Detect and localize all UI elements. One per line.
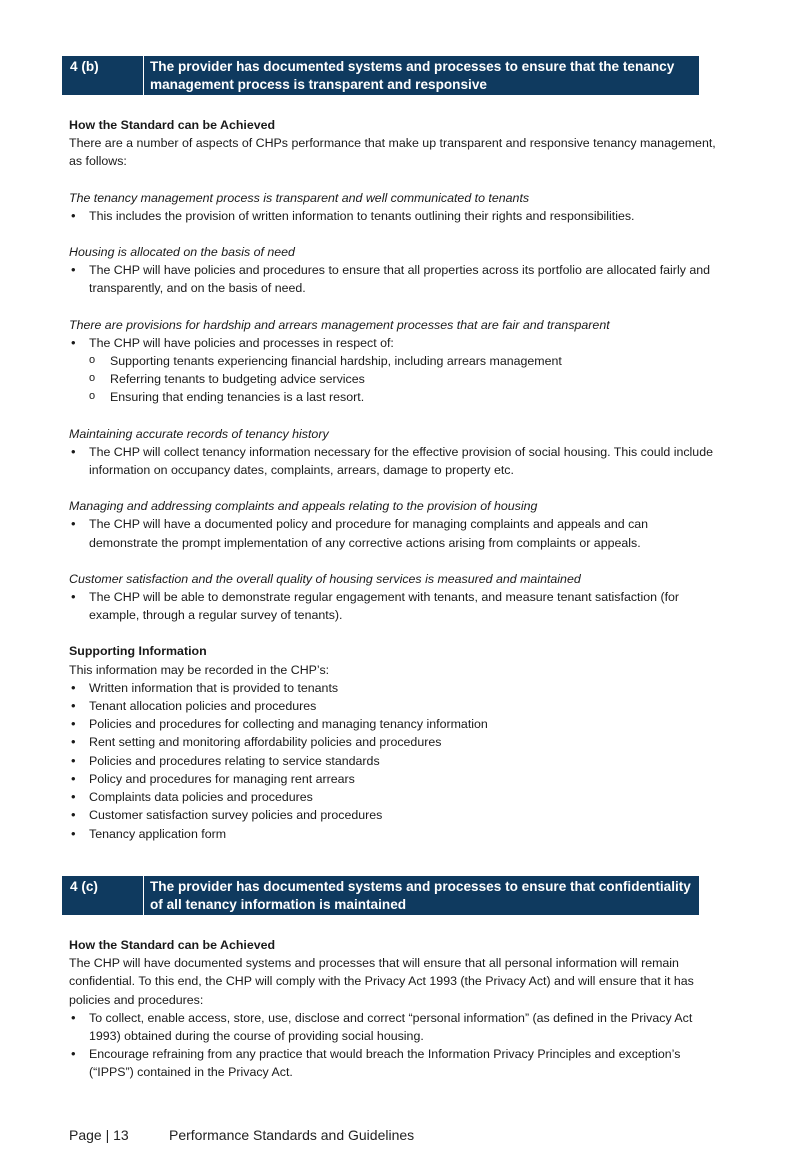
bullet-list [69,261,719,297]
section-4c-banner [62,876,699,915]
group-heading: Managing and addressing complaints and appeals relating to the provision of housing [69,499,538,514]
supporting-item: • Tenancy application form [69,825,719,843]
bullet-list [69,443,719,479]
section-4b-body [69,116,719,843]
supporting-item: • Customer satisfaction survey policies and procedures [69,806,719,824]
bullet-item: • The CHP will collect tenancy information necessary for the effective provision of social housing. This could include information on occupancy dates, complaints, arrears, damage to property etc. [69,443,719,479]
supporting-heading: Supporting Information [69,644,207,659]
sub-bullet-list [69,352,719,407]
bullet-list [69,334,719,352]
section-title: The provider has documented systems and processes to ensure that confidentiality of all tenancy information is maintained [150,879,691,912]
bullet-list [69,515,719,551]
supporting-item: • Tenant allocation policies and procedures [69,697,719,715]
section-4b-banner [62,56,699,95]
group-heading: There are provisions for hardship and arrears management processes that are fair and transparent [69,317,610,332]
section-number: 4 (c) [62,876,144,915]
sub-bullet-item: o Ensuring that ending tenancies is a last resort. [69,388,719,406]
sub-bullet-item: o Supporting tenants experiencing financial hardship, including arrears management [69,352,719,370]
section-4c-body [69,936,719,1082]
section-title: The provider has documented systems and processes to ensure that the tenancy management process is transparent and responsive [150,59,675,92]
page-number: Page | 13 [69,1127,129,1143]
bullet-list [69,207,719,225]
group-heading: Housing is allocated on the basis of need [69,245,295,260]
bullet-list [69,1009,719,1082]
bullet-item: • The CHP will have policies and procedures to ensure that all properties across its portfolio are allocated fairly and transparently, and on the basis of need. [69,261,719,297]
how-heading: How the Standard can be Achieved [69,938,276,952]
document-title: Performance Standards and Guidelines [169,1127,415,1143]
group-heading: The tenancy management process is transparent and well communicated to tenants [69,190,530,205]
bullet-item: • The CHP will have policies and processes in respect of: [69,334,719,352]
intro-paragraph: There are a number of aspects of CHPs performance that make up transparent and responsive tenancy management, as follows: [69,136,716,169]
page-footer [69,1126,414,1144]
sub-bullet-item: o Referring tenants to budgeting advice services [69,370,719,388]
supporting-item: • Rent setting and monitoring affordability policies and procedures [69,733,719,751]
bullet-item: • The CHP will have a documented policy and procedure for managing complaints and appeals and can demonstrate the prompt implementation of any corrective actions arising from complaints or appeals. [69,515,719,551]
section-number: 4 (b) [62,56,144,95]
supporting-item: • Written information that is provided to tenants [69,679,719,697]
how-heading: How the Standard can be Achieved [69,118,276,132]
bullet-list [69,588,719,624]
bullet-item: • Encourage refraining from any practice that would breach the Information Privacy Principles and exception’s (“IPPS”) contained in the Privacy Act. [69,1045,719,1081]
group-heading: Maintaining accurate records of tenancy history [69,426,329,441]
group-heading: Customer satisfaction and the overall quality of housing services is measured and maintained [69,571,581,586]
intro-paragraph: The CHP will have documented systems and processes that will ensure that all personal information will remain confidential. To this end, the CHP will comply with the Privacy Act 1993 (the Privacy Act) and will ensure that it has policies and procedures: [69,956,694,1007]
bullet-item: • To collect, enable access, store, use, disclose and correct “personal information” (as defined in the Privacy Act 1993) obtained during the course of providing social housing. [69,1009,719,1045]
supporting-item: • Policies and procedures for collecting and managing tenancy information [69,715,719,733]
bullet-item: • This includes the provision of written information to tenants outlining their rights and responsibilities. [69,207,719,225]
supporting-item: • Policies and procedures relating to service standards [69,752,719,770]
supporting-item: • Complaints data policies and procedures [69,788,719,806]
supporting-item: • Policy and procedures for managing rent arrears [69,770,719,788]
bullet-item: • The CHP will be able to demonstrate regular engagement with tenants, and measure tenant satisfaction (for example, through a regular survey of tenants). [69,588,719,624]
supporting-list [69,679,719,843]
supporting-intro: This information may be recorded in the CHP’s: [69,662,330,677]
